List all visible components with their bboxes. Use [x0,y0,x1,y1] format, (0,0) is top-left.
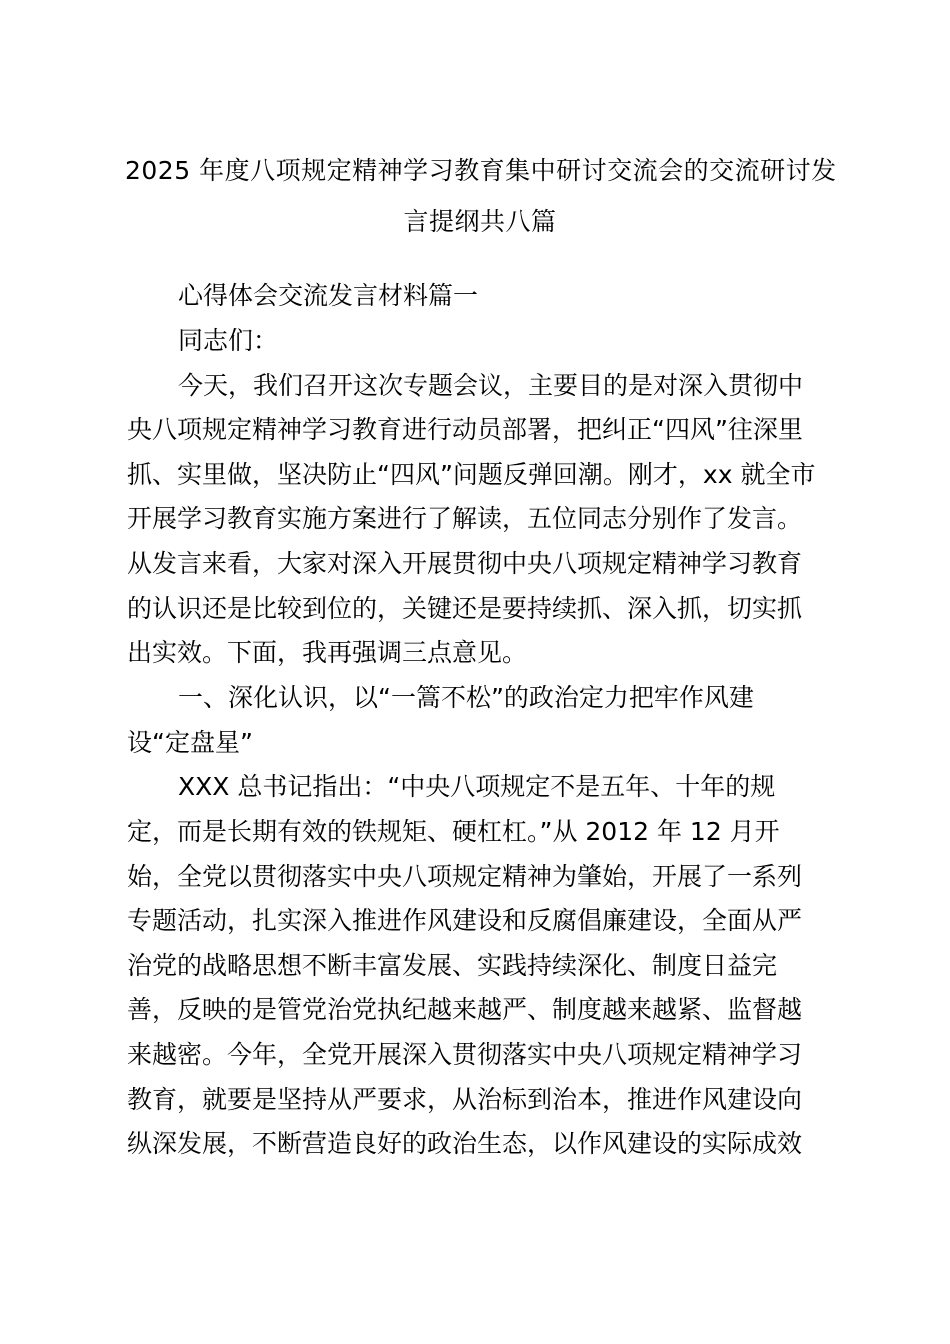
paragraph-line: 来越密。今年，全党开展深入贯彻落实中央八项规定精神学习 [127,1040,803,1069]
heading-line: 设“定盘星” [127,728,253,757]
paragraph-line: 从发言来看，大家对深入开展贯彻中央八项规定精神学习教育 [127,549,803,578]
paragraph-line: 治党的战略思想不断丰富发展、实践持续深化、制度日益完 [127,951,778,980]
paragraph-line: 始，全党以贯彻落实中央八项规定精神为肇始，开展了一系列 [127,862,803,891]
paragraph-line: 的认识还是比较到位的，关键还是要持续抓、深入抓，切实抓 [127,594,803,623]
document-title-line-2: 言提纲共八篇 [403,207,557,236]
paragraph-line: XXX 总书记指出：“中央八项规定不是五年、十年的规 [178,772,776,801]
paragraph-line: 教育，就要是坚持从严要求，从治标到治本，推进作风建设向 [127,1085,803,1114]
section-heading: 心得体会交流发言材料篇一 [178,281,479,310]
salutation: 同志们： [178,326,279,355]
document-title-line-1: 2025 年度八项规定精神学习教育集中研讨交流会的交流研讨发 [125,156,837,185]
paragraph-line: 抓、实里做，坚决防止“四风”问题反弹回潮。刚才，xx 就全市 [127,460,816,489]
paragraph-line: 出实效。下面，我再强调三点意见。 [127,638,528,667]
heading-line: 一、深化认识，以“一篙不松”的政治定力把牢作风建 [178,683,754,712]
paragraph-line: 善，反映的是管党治党执纪越来越严、制度越来越紧、监督越 [127,995,803,1024]
paragraph-line: 开展学习教育实施方案进行了解读，五位同志分别作了发言。 [127,504,803,533]
paragraph-line: 央八项规定精神学习教育进行动员部署，把纠正“四风”往深里 [127,415,803,444]
paragraph-line: 今天，我们召开这次专题会议，主要目的是对深入贯彻中 [178,371,804,400]
paragraph-line: 专题活动，扎实深入推进作风建设和反腐倡廉建设，全面从严 [127,906,803,935]
paragraph-line: 纵深发展，不断营造良好的政治生态，以作风建设的实际成效 [127,1129,803,1158]
paragraph-line: 定，而是长期有效的铁规矩、硬杠杠。”从 2012 年 12 月开 [127,817,780,846]
